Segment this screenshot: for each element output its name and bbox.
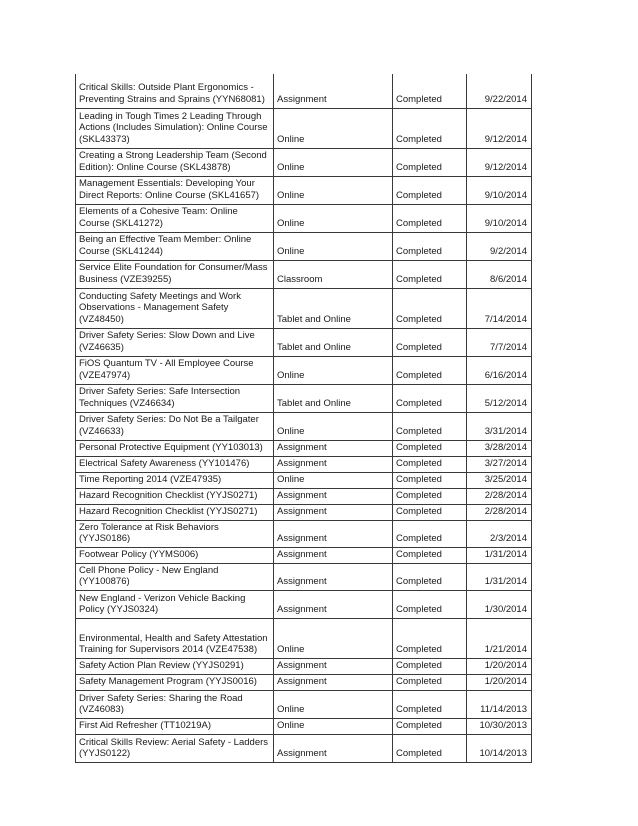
table-row — [76, 488, 532, 504]
course-name-cell: Driver Safety Series: Sharing the Road (VZ46083) — [76, 690, 274, 718]
table-row — [76, 176, 532, 204]
table-row — [76, 718, 532, 734]
delivery-type-cell: Online — [274, 176, 393, 204]
course-name-cell: Zero Tolerance at Risk Behaviors (YYJS0186) — [76, 520, 274, 547]
delivery-type-cell: Assignment — [274, 456, 393, 472]
delivery-type-cell: Tablet and Online — [274, 328, 393, 356]
delivery-type-cell: Online — [274, 718, 393, 734]
completion-date-cell: 1/20/2014 — [467, 674, 532, 690]
course-name-cell: Critical Skills: Outside Plant Ergonomics - Preventing Strains and Sprains (YYN68081) — [76, 74, 274, 108]
completion-date-cell: 9/22/2014 — [467, 74, 532, 108]
completion-date-cell: 7/14/2014 — [467, 288, 532, 328]
table-row — [76, 734, 532, 762]
table-row — [76, 108, 532, 148]
course-name-cell: Safety Management Program (YYJS0016) — [76, 674, 274, 690]
delivery-type-cell: Assignment — [274, 440, 393, 456]
table-row — [76, 618, 532, 658]
table-row — [76, 590, 532, 618]
course-name-cell: Hazard Recognition Checklist (YYJS0271) — [76, 488, 274, 504]
course-name-cell: First Aid Refresher (TT10219A) — [76, 718, 274, 734]
delivery-type-cell: Assignment — [274, 74, 393, 108]
completion-date-cell: 2/28/2014 — [467, 488, 532, 504]
table-row — [76, 547, 532, 563]
table-row — [76, 563, 532, 590]
course-name-cell: Being an Effective Team Member: Online Course (SKL41244) — [76, 232, 274, 260]
table-row — [76, 440, 532, 456]
status-cell: Completed — [393, 674, 467, 690]
status-cell: Completed — [393, 148, 467, 176]
table-row — [76, 328, 532, 356]
completion-date-cell: 6/16/2014 — [467, 356, 532, 384]
table-row — [76, 412, 532, 440]
completion-date-cell: 10/30/2013 — [467, 718, 532, 734]
course-name-cell: Elements of a Cohesive Team: Online Course (SKL41272) — [76, 204, 274, 232]
status-cell: Completed — [393, 440, 467, 456]
delivery-type-cell: Assignment — [274, 590, 393, 618]
table-row — [76, 690, 532, 718]
delivery-type-cell: Assignment — [274, 563, 393, 590]
course-name-cell: Conducting Safety Meetings and Work Observations - Management Safety (VZ48450) — [76, 288, 274, 328]
table-row — [76, 504, 532, 520]
delivery-type-cell: Assignment — [274, 488, 393, 504]
status-cell: Completed — [393, 232, 467, 260]
delivery-type-cell: Assignment — [274, 734, 393, 762]
table-row — [76, 472, 532, 488]
course-name-cell: Driver Safety Series: Slow Down and Live (VZ46635) — [76, 328, 274, 356]
table-row — [76, 384, 532, 412]
course-name-cell: Driver Safety Series: Safe Intersection Techniques (VZ46634) — [76, 384, 274, 412]
completion-date-cell: 2/3/2014 — [467, 520, 532, 547]
course-name-cell: Leading in Tough Times 2 Leading Through Actions (Includes Simulation): Online Course (SKL43373) — [76, 108, 274, 148]
delivery-type-cell: Online — [274, 108, 393, 148]
course-name-cell: Personal Protective Equipment (YY103013) — [76, 440, 274, 456]
table-row — [76, 74, 532, 108]
completion-date-cell: 3/28/2014 — [467, 440, 532, 456]
table-row — [76, 456, 532, 472]
course-name-cell: New England - Verizon Vehicle Backing Policy (YYJS0324) — [76, 590, 274, 618]
status-cell: Completed — [393, 204, 467, 232]
status-cell: Completed — [393, 718, 467, 734]
table-row — [76, 520, 532, 547]
completion-date-cell: 1/30/2014 — [467, 590, 532, 618]
status-cell: Completed — [393, 547, 467, 563]
status-cell: Completed — [393, 488, 467, 504]
completion-date-cell: 9/2/2014 — [467, 232, 532, 260]
completion-date-cell: 1/20/2014 — [467, 658, 532, 674]
course-name-cell: Creating a Strong Leadership Team (Second Edition): Online Course (SKL43878) — [76, 148, 274, 176]
delivery-type-cell: Classroom — [274, 260, 393, 288]
table-row — [76, 260, 532, 288]
delivery-type-cell: Online — [274, 618, 393, 658]
completion-date-cell: 9/10/2014 — [467, 176, 532, 204]
delivery-type-cell: Online — [274, 232, 393, 260]
training-history-table — [75, 74, 532, 763]
table-row — [76, 658, 532, 674]
delivery-type-cell: Assignment — [274, 547, 393, 563]
status-cell: Completed — [393, 504, 467, 520]
status-cell: Completed — [393, 618, 467, 658]
status-cell: Completed — [393, 472, 467, 488]
status-cell: Completed — [393, 288, 467, 328]
delivery-type-cell: Online — [274, 412, 393, 440]
training-table-body — [76, 74, 532, 762]
course-name-cell: Hazard Recognition Checklist (YYJS0271) — [76, 504, 274, 520]
table-row — [76, 148, 532, 176]
status-cell: Completed — [393, 176, 467, 204]
course-name-cell: Safety Action Plan Review (YYJS0291) — [76, 658, 274, 674]
delivery-type-cell: Online — [274, 204, 393, 232]
completion-date-cell: 9/12/2014 — [467, 108, 532, 148]
completion-date-cell: 3/27/2014 — [467, 456, 532, 472]
delivery-type-cell: Assignment — [274, 658, 393, 674]
status-cell: Completed — [393, 412, 467, 440]
course-name-cell: FiOS Quantum TV - All Employee Course (VZE47974) — [76, 356, 274, 384]
status-cell: Completed — [393, 260, 467, 288]
delivery-type-cell: Online — [274, 356, 393, 384]
completion-date-cell: 9/10/2014 — [467, 204, 532, 232]
delivery-type-cell: Online — [274, 690, 393, 718]
completion-date-cell: 9/12/2014 — [467, 148, 532, 176]
course-name-cell: Electrical Safety Awareness (YY101476) — [76, 456, 274, 472]
delivery-type-cell: Assignment — [274, 504, 393, 520]
completion-date-cell: 8/6/2014 — [467, 260, 532, 288]
course-name-cell: Service Elite Foundation for Consumer/Mass Business (VZE39255) — [76, 260, 274, 288]
status-cell: Completed — [393, 520, 467, 547]
completion-date-cell: 1/31/2014 — [467, 563, 532, 590]
completion-date-cell: 1/31/2014 — [467, 547, 532, 563]
table-row — [76, 674, 532, 690]
completion-date-cell: 10/14/2013 — [467, 734, 532, 762]
table-row — [76, 356, 532, 384]
course-name-cell: Cell Phone Policy - New England (YY100876) — [76, 563, 274, 590]
status-cell: Completed — [393, 590, 467, 618]
delivery-type-cell: Tablet and Online — [274, 288, 393, 328]
completion-date-cell: 11/14/2013 — [467, 690, 532, 718]
table-row — [76, 204, 532, 232]
status-cell: Completed — [393, 328, 467, 356]
status-cell: Completed — [393, 356, 467, 384]
course-name-cell: Environmental, Health and Safety Attestation Training for Supervisors 2014 (VZE47538) — [76, 618, 274, 658]
delivery-type-cell: Assignment — [274, 520, 393, 547]
delivery-type-cell: Online — [274, 472, 393, 488]
completion-date-cell: 2/28/2014 — [467, 504, 532, 520]
status-cell: Completed — [393, 658, 467, 674]
delivery-type-cell: Online — [274, 148, 393, 176]
course-name-cell: Driver Safety Series: Do Not Be a Tailgater (VZ46633) — [76, 412, 274, 440]
status-cell: Completed — [393, 74, 467, 108]
status-cell: Completed — [393, 563, 467, 590]
completion-date-cell: 3/25/2014 — [467, 472, 532, 488]
course-name-cell: Management Essentials: Developing Your Direct Reports: Online Course (SKL41657) — [76, 176, 274, 204]
delivery-type-cell: Tablet and Online — [274, 384, 393, 412]
status-cell: Completed — [393, 108, 467, 148]
status-cell: Completed — [393, 690, 467, 718]
course-name-cell: Footwear Policy (YYMS006) — [76, 547, 274, 563]
course-name-cell: Critical Skills Review: Aerial Safety - Ladders (YYJS0122) — [76, 734, 274, 762]
table-row — [76, 232, 532, 260]
completion-date-cell: 3/31/2014 — [467, 412, 532, 440]
completion-date-cell: 7/7/2014 — [467, 328, 532, 356]
status-cell: Completed — [393, 456, 467, 472]
completion-date-cell: 5/12/2014 — [467, 384, 532, 412]
completion-date-cell: 1/21/2014 — [467, 618, 532, 658]
delivery-type-cell: Assignment — [274, 674, 393, 690]
status-cell: Completed — [393, 734, 467, 762]
status-cell: Completed — [393, 384, 467, 412]
course-name-cell: Time Reporting 2014 (VZE47935) — [76, 472, 274, 488]
table-row — [76, 288, 532, 328]
